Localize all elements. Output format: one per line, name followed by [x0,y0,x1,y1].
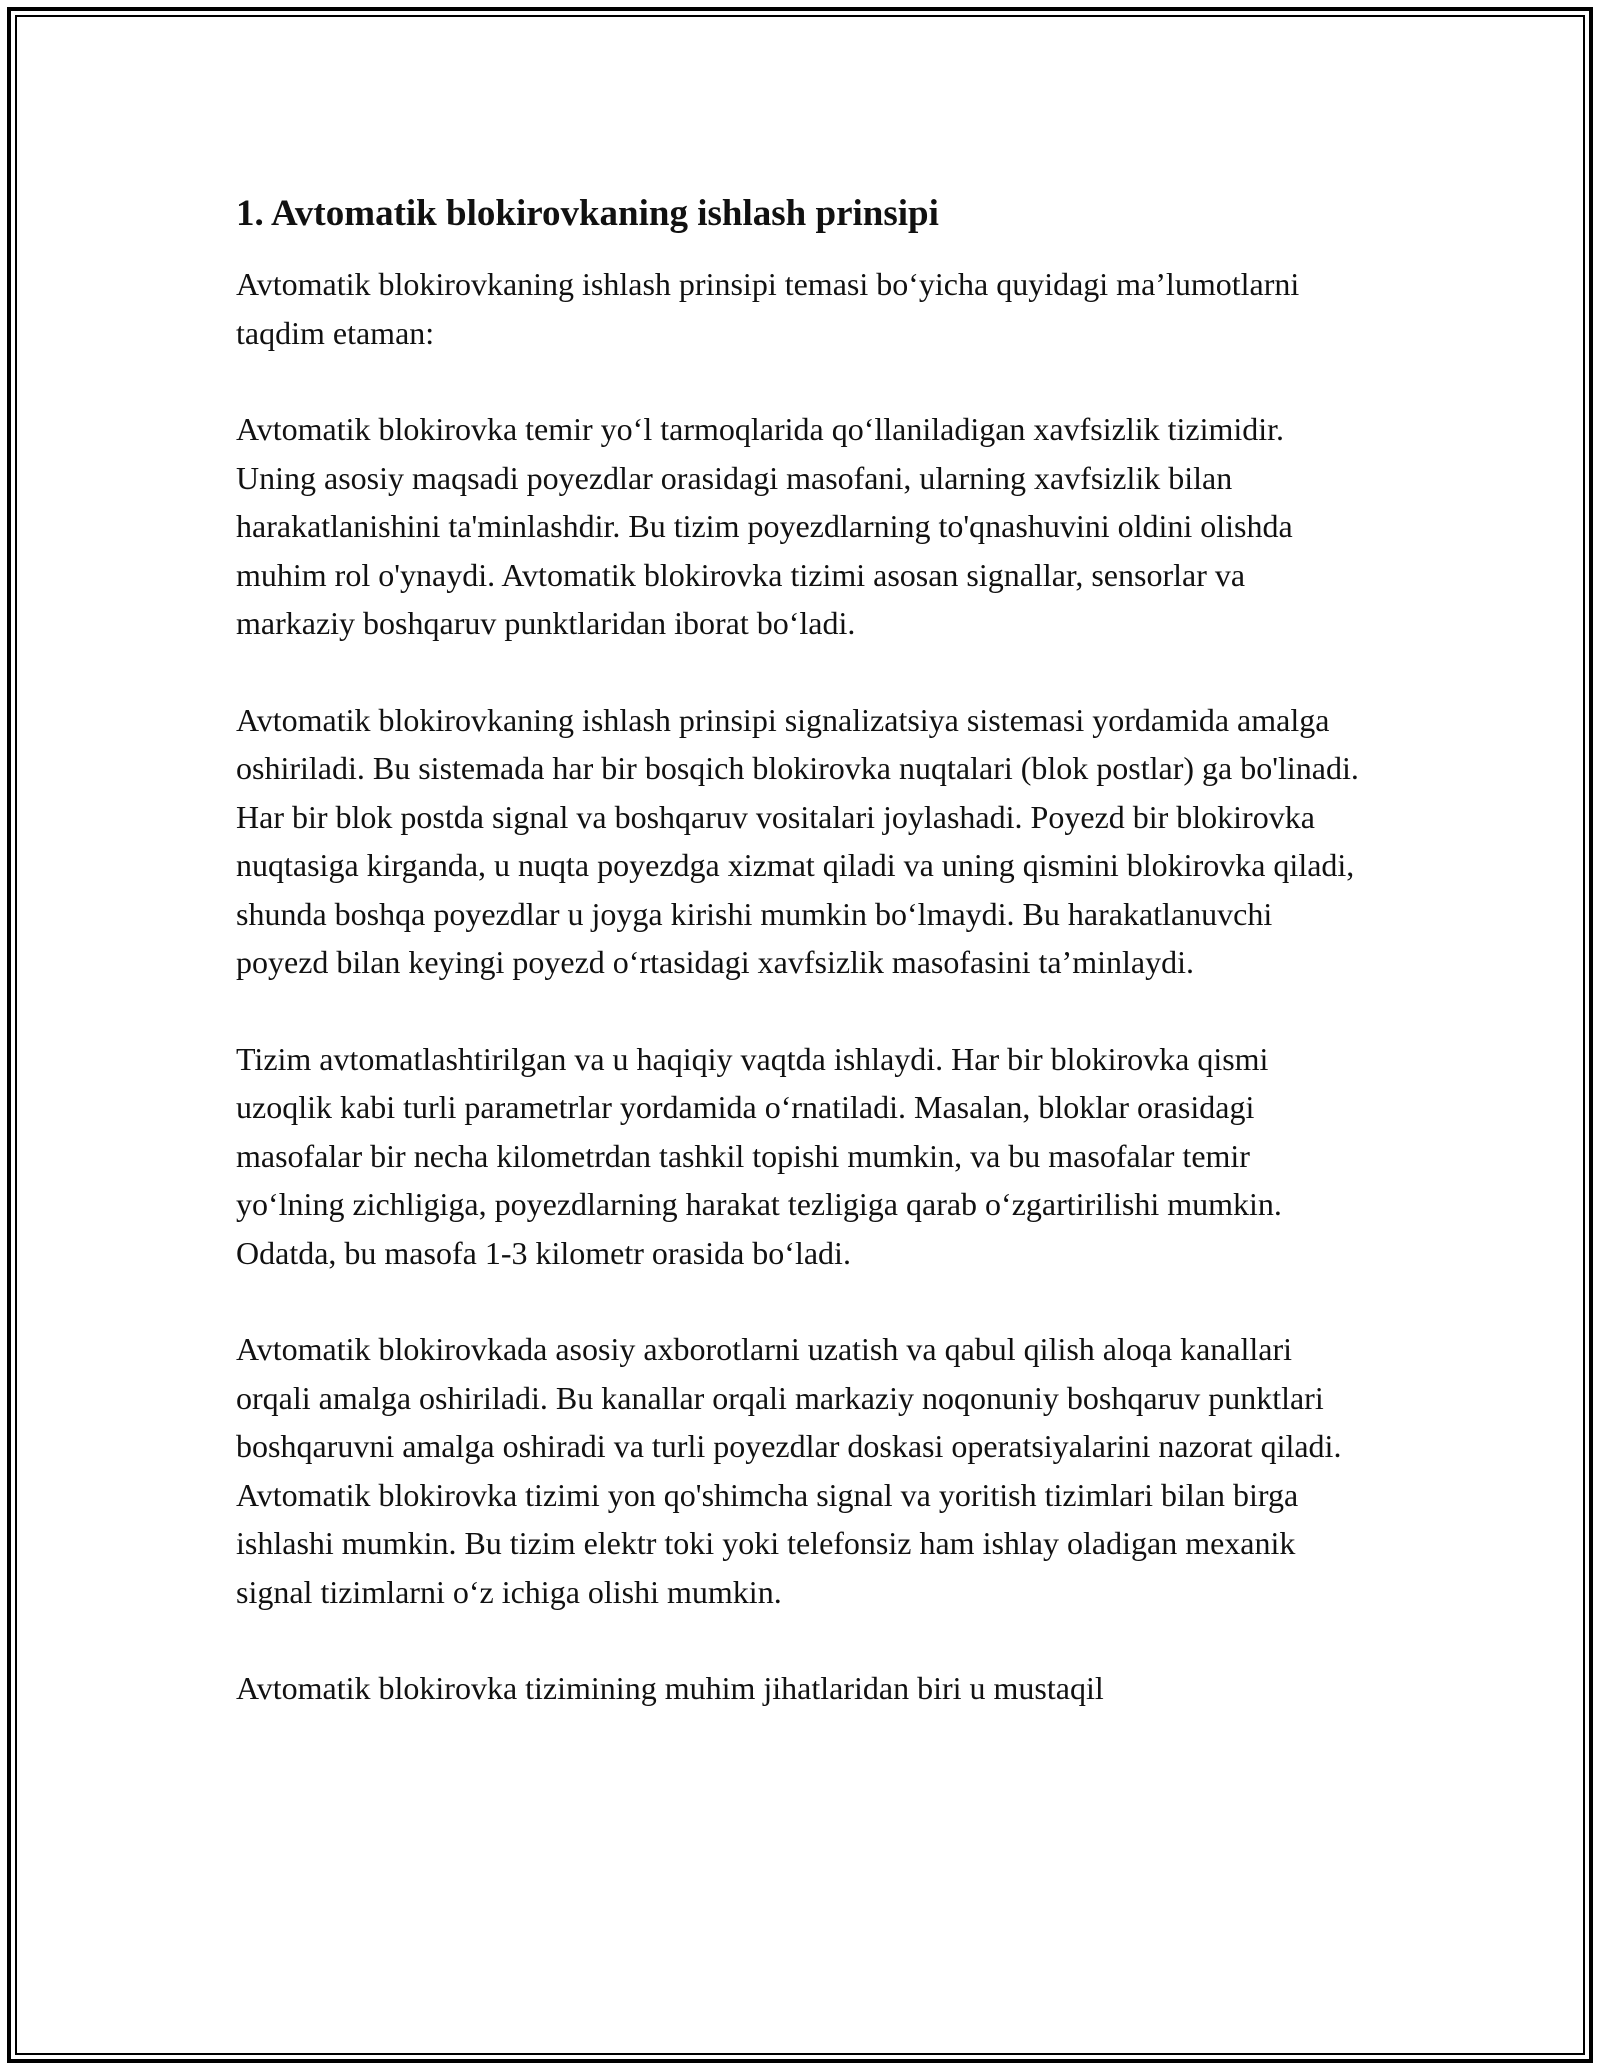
paragraph-intro: Avtomatik blokirovkaning ishlash prinsipi temasi bo‘yicha quyidagi ma’lumotlarni taqdim etaman: [236,266,1300,351]
document-body [236,190,1366,1713]
paragraph-communication: Avtomatik blokirovkada asosiy axborotlarni uzatish va qabul qilish aloqa kanallari orqali amalga oshiriladi. Bu kanallar orqali markaziy noqonuniy boshqaruv punktlari boshqaruvni amalga oshiradi va turli poyezdlar doskasi operatsiyalarini nazorat qiladi. Avtomatik blokirovka tizimi yon qo'shimcha signal va yoritish tizimlari bilan birga ishlashi mumkin. Bu tizim elektr toki yoki telefonsiz ham ishlay oladigan mexanik signal tizimlarni o‘z ichiga olishi mumkin. [236,1331,1342,1610]
paragraph-definition: Avtomatik blokirovka temir yo‘l tarmoqlarida qo‘llaniladigan xavfsizlik tizimidir. Uning asosiy maqsadi poyezdlar orasidagi masofani, ularning xavfsizlik bilan harakatlanishini ta'minlashdir. Bu tizim poyezdlarning to'qnashuvini oldini olishda muhim rol o'ynaydi. Avtomatik blokirovka tizimi asosan signallar, sensorlar va markaziy boshqaruv punktlaridan iborat bo‘ladi. [236,411,1293,641]
paragraph-continued: Avtomatik blokirovka tizimining muhim jihatlaridan biri u mustaqil [236,1670,1104,1706]
paragraph-parameters: Tizim avtomatlashtirilgan va u haqiqiy vaqtda ishlaydi. Har bir blokirovka qismi uzoqlik kabi turli parametrlar yordamida o‘rnatiladi. Masalan, bloklar orasidagi masofalar bir necha kilometrdan tashkil topishi mumkin, va bu masofalar temir yo‘lning zichligiga, poyezdlarning harakat tezligiga qarab o‘zgartirilishi mumkin. Odatda, bu masofa 1-3 kilometr orasida bo‘ladi. [236,1040,1282,1271]
paragraph-principle: Avtomatik blokirovkaning ishlash prinsipi signalizatsiya sistemasi yordamida amalga oshiriladi. Bu sistemada har bir bosqich blokirovka nuqtalari (blok postlar) ga bo'linadi. Har bir blok postda signal va boshqaruv vositalari joylashadi. Poyezd bir blokirovka nuqtasiga kirganda, u nuqta poyezdga xizmat qiladi va uning qismini blokirovka qiladi, shunda boshqa poyezdlar u joyga kirishi mumkin bo‘lmaydi. Bu harakatlanuvchi poyezd bilan keyingi poyezd o‘rtasidagi xavfsizlik masofasini ta’minlaydi. [236,701,1359,980]
section-heading: 1. Avtomatik blokirovkaning ishlash prinsipi [236,193,939,234]
